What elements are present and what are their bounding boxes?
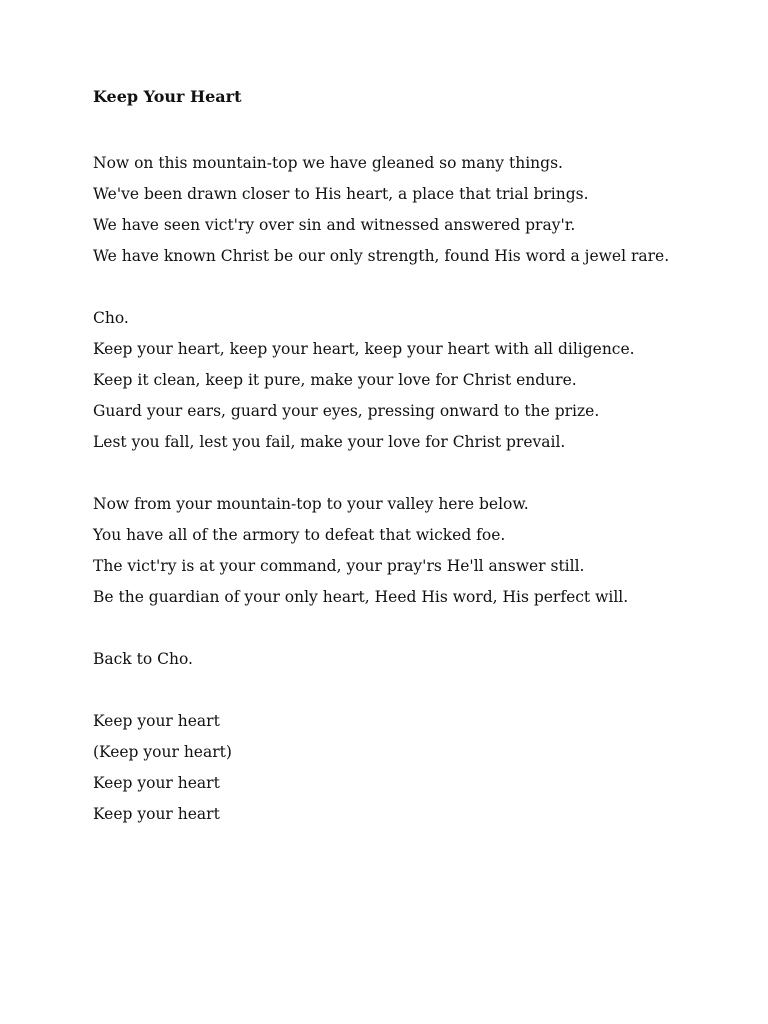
verse-line: Be the guardian of your only heart, Heed His word, His perfect will. — [93, 588, 629, 606]
verse-line: Now on this mountain-top we have gleaned so many things. — [93, 154, 563, 172]
document-page — [93, 86, 733, 861]
verse-line: Now from your mountain-top to your valley here below. — [93, 495, 529, 513]
chorus-line: Keep it clean, keep it pure, make your love for Christ endure. — [93, 371, 577, 389]
chorus-line: Keep your heart, keep your heart, keep your heart with all diligence. — [93, 340, 635, 358]
verse-1 — [93, 148, 733, 272]
verse-line: We've been drawn closer to His heart, a place that trial brings. — [93, 185, 589, 203]
verse-line: You have all of the armory to defeat that wicked foe. — [93, 526, 506, 544]
verse-line: The vict'ry is at your command, your pray'rs He'll answer still. — [93, 557, 585, 575]
chorus-line: Guard your ears, guard your eyes, pressing onward to the prize. — [93, 402, 600, 420]
ending — [93, 706, 733, 830]
ending-line: Keep your heart — [93, 805, 220, 823]
verse-line: We have known Christ be our only strength, found His word a jewel rare. — [93, 247, 670, 265]
chorus-line: Lest you fall, lest you fail, make your love for Christ prevail. — [93, 433, 566, 451]
back-to-chorus — [93, 644, 733, 675]
chorus-label: Cho. — [93, 309, 129, 327]
chorus — [93, 303, 733, 458]
back-to-chorus-note: Back to Cho. — [93, 650, 193, 668]
verse-2 — [93, 489, 733, 613]
document-title: Keep Your Heart — [93, 87, 242, 106]
ending-line: (Keep your heart) — [93, 743, 232, 761]
ending-line: Keep your heart — [93, 774, 220, 792]
ending-line: Keep your heart — [93, 712, 220, 730]
verse-line: We have seen vict'ry over sin and witnessed answered pray'r. — [93, 216, 576, 234]
